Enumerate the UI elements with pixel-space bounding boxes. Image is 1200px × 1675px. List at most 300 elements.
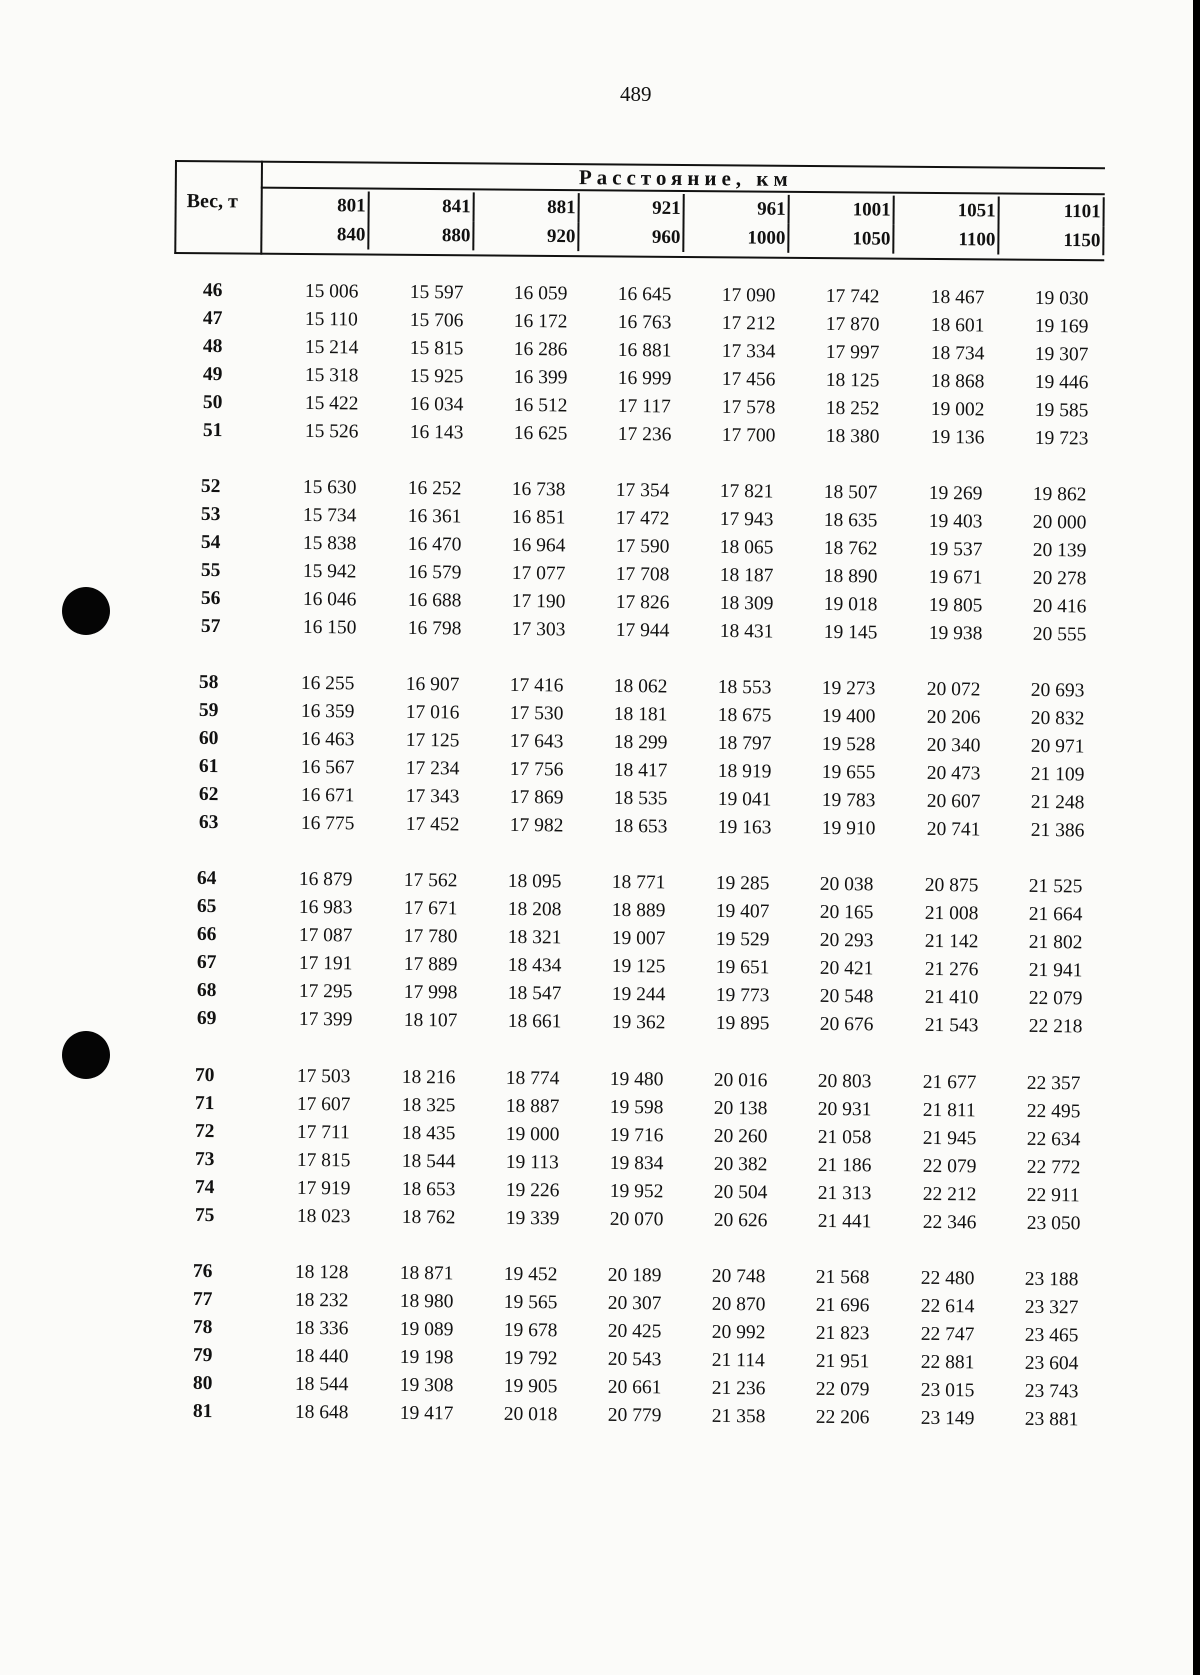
weight-cell: 76: [192, 1260, 213, 1283]
price-cell: 23 881: [1024, 1408, 1079, 1431]
price-cell: 16 738: [511, 478, 566, 501]
range-to: 1100: [894, 225, 999, 255]
price-cell: 19 417: [399, 1402, 454, 1425]
price-cell: 17 416: [509, 674, 564, 697]
price-cell: 16 999: [617, 367, 672, 390]
price-cell: 17 087: [298, 924, 353, 947]
price-cell: 22 346: [922, 1211, 977, 1234]
price-cell: 16 143: [409, 421, 464, 444]
price-cell: 20 260: [713, 1125, 768, 1148]
price-cell: 22 614: [920, 1295, 975, 1318]
price-cell: 18 336: [294, 1317, 349, 1340]
price-cell: 20 016: [713, 1069, 768, 1092]
price-cell: 18 216: [401, 1066, 456, 1089]
price-cell: 16 964: [511, 534, 566, 557]
price-cell: 21 441: [817, 1210, 872, 1233]
price-cell: 19 773: [715, 984, 770, 1007]
price-cell: 21 525: [1028, 875, 1083, 898]
price-cell: 18 653: [613, 815, 668, 838]
price-cell: 20 543: [607, 1348, 662, 1371]
weight-cell: 49: [202, 363, 223, 386]
price-cell: 20 661: [607, 1376, 662, 1399]
weight-cell: 78: [192, 1316, 213, 1339]
price-cell: 19 537: [928, 538, 983, 561]
range-to: 920: [474, 221, 579, 251]
price-cell: 17 815: [296, 1149, 351, 1172]
price-cell: 19 651: [715, 956, 770, 979]
weight-cell: 46: [202, 279, 223, 302]
weight-cell: 53: [200, 503, 221, 526]
weight-cell: 67: [196, 951, 217, 974]
price-cell: 20 626: [713, 1209, 768, 1232]
price-cell: 20 473: [926, 762, 981, 785]
price-cell: 19 834: [609, 1152, 664, 1175]
price-cell: 17 889: [403, 953, 458, 976]
price-cell: 20 693: [1030, 679, 1085, 702]
price-cell: 17 399: [298, 1008, 353, 1031]
price-cell: 20 425: [607, 1320, 662, 1343]
price-cell: 17 530: [509, 702, 564, 725]
weight-cell: 73: [194, 1148, 215, 1171]
price-cell: 19 273: [821, 677, 876, 700]
price-cell: 20 607: [926, 790, 981, 813]
weight-cell: 64: [196, 867, 217, 890]
price-cell: 21 941: [1028, 959, 1083, 982]
price-cell: 18 547: [507, 982, 562, 1005]
weight-cell: 54: [200, 531, 221, 554]
price-cell: 17 190: [511, 590, 566, 613]
price-cell: 19 528: [821, 733, 876, 756]
price-cell: 19 783: [821, 789, 876, 812]
price-cell: 20 421: [819, 957, 874, 980]
price-cell: 19 952: [609, 1180, 664, 1203]
price-cell: 16 470: [407, 533, 462, 556]
price-cell: 19 529: [715, 928, 770, 951]
price-cell: 17 456: [721, 368, 776, 391]
range-column-header: [789, 195, 894, 256]
price-cell: 19 198: [399, 1346, 454, 1369]
price-cell: 23 149: [920, 1407, 975, 1430]
price-cell: 17 607: [296, 1093, 351, 1116]
weight-cell: 63: [198, 811, 219, 834]
price-cell: 18 321: [507, 926, 562, 949]
price-cell: 17 943: [719, 508, 774, 531]
price-cell: 15 734: [302, 504, 357, 527]
price-cell: 19 407: [715, 900, 770, 923]
price-cell: 17 998: [403, 981, 458, 1004]
price-cell: 19 480: [609, 1068, 664, 1091]
price-cell: 22 747: [920, 1323, 975, 1346]
price-cell: 21 568: [815, 1266, 870, 1289]
price-cell: 21 696: [815, 1294, 870, 1317]
weight-cell: 77: [192, 1288, 213, 1311]
price-cell: 20 165: [819, 901, 874, 924]
price-cell: 16 851: [511, 506, 566, 529]
price-cell: 18 128: [294, 1261, 349, 1284]
price-cell: 20 992: [711, 1321, 766, 1344]
price-cell: 18 507: [823, 481, 878, 504]
price-cell: 22 079: [922, 1155, 977, 1178]
weight-cell: 75: [194, 1204, 215, 1227]
price-cell: 15 942: [302, 560, 357, 583]
price-cell: 17 077: [511, 562, 566, 585]
price-cell: 20 072: [926, 678, 981, 701]
price-cell: 17 700: [721, 424, 776, 447]
price-cell: 19 113: [505, 1151, 559, 1174]
price-cell: 18 187: [719, 564, 774, 587]
price-cell: 22 206: [815, 1406, 870, 1429]
price-cell: 18 535: [613, 787, 668, 810]
price-cell: 19 226: [505, 1179, 560, 1202]
price-cell: 17 503: [296, 1065, 351, 1088]
price-cell: 22 079: [1028, 987, 1083, 1010]
price-cell: 17 821: [719, 480, 774, 503]
price-cell: 19 805: [928, 594, 983, 617]
price-cell: 19 308: [399, 1374, 454, 1397]
price-cell: 16 907: [405, 673, 460, 696]
weight-cell: 68: [196, 979, 217, 1002]
price-cell: 20 971: [1030, 735, 1085, 758]
price-cell: 23 465: [1024, 1324, 1079, 1347]
weight-cell: 56: [200, 587, 221, 610]
price-cell: 16 671: [300, 784, 355, 807]
weight-cell: 81: [192, 1400, 213, 1423]
price-cell: 19 862: [1032, 483, 1087, 506]
weight-cell: 47: [202, 307, 223, 330]
price-cell: 20 307: [607, 1292, 662, 1315]
price-cell: 19 089: [399, 1318, 454, 1341]
price-cell: 16 172: [513, 310, 568, 333]
price-cell: 16 463: [300, 728, 355, 751]
price-cell: 20 875: [924, 874, 979, 897]
price-cell: 19 244: [611, 983, 666, 1006]
price-cell: 18 467: [930, 286, 985, 309]
price-cell: 16 512: [513, 394, 568, 417]
price-cell: 16 046: [302, 588, 357, 611]
price-cell: 21 109: [1030, 763, 1085, 786]
price-cell: 15 422: [304, 392, 359, 415]
price-cell: 16 286: [513, 338, 568, 361]
price-cell: 23 188: [1024, 1268, 1079, 1291]
price-cell: 19 000: [505, 1123, 560, 1146]
price-cell: 21 677: [922, 1071, 977, 1094]
price-cell: 19 307: [1034, 343, 1089, 366]
price-cell: 20 018: [503, 1403, 558, 1426]
price-cell: 18 252: [825, 397, 880, 420]
price-cell: 17 452: [405, 813, 460, 836]
price-cell: 22 480: [920, 1267, 975, 1290]
price-cell: 18 919: [717, 760, 772, 783]
price-cell: 17 756: [509, 758, 564, 781]
price-cell: 23 743: [1024, 1380, 1079, 1403]
price-cell: 21 313: [817, 1182, 872, 1205]
price-cell: 19 938: [928, 622, 983, 645]
price-cell: 18 062: [613, 675, 668, 698]
price-cell: 18 675: [717, 704, 772, 727]
price-cell: 21 186: [817, 1154, 872, 1177]
weight-cell: 79: [192, 1344, 213, 1367]
price-cell: 16 983: [298, 896, 353, 919]
price-cell: 19 716: [609, 1124, 664, 1147]
weight-cell: 70: [194, 1064, 215, 1087]
price-cell: 18 797: [717, 732, 772, 755]
weight-cell: 69: [196, 1007, 217, 1030]
price-cell: 18 380: [825, 425, 880, 448]
weight-cell: 61: [198, 755, 219, 778]
weight-cell: 55: [200, 559, 221, 582]
price-cell: 16 879: [298, 868, 353, 891]
price-cell: 15 630: [302, 476, 357, 499]
price-cell: 16 579: [407, 561, 462, 584]
price-cell: 18 871: [399, 1262, 454, 1285]
price-cell: 18 980: [399, 1290, 454, 1313]
price-cell: 20 870: [711, 1293, 766, 1316]
price-cell: 16 150: [302, 616, 357, 639]
price-cell: 20 206: [926, 706, 981, 729]
range-to: 960: [579, 222, 684, 252]
price-cell: 20 803: [817, 1070, 872, 1093]
price-cell: 17 016: [405, 701, 460, 724]
price-cell: 21 386: [1030, 819, 1085, 842]
price-cell: 17 234: [405, 757, 460, 780]
page-number: 489: [620, 82, 652, 106]
price-cell: 15 526: [304, 420, 359, 443]
price-cell: 19 018: [823, 593, 878, 616]
weight-column-header: Вес, т: [186, 190, 238, 213]
price-cell: 16 567: [300, 756, 355, 779]
price-cell: 22 881: [920, 1351, 975, 1374]
price-cell: 17 212: [721, 312, 776, 335]
price-cell: 17 562: [403, 869, 458, 892]
price-cell: 20 038: [819, 873, 874, 896]
price-cell: 22 634: [1026, 1128, 1081, 1151]
price-cell: 15 925: [409, 365, 464, 388]
price-cell: 18 774: [505, 1067, 560, 1090]
price-cell: 18 107: [403, 1009, 458, 1032]
price-cell: 17 343: [405, 785, 460, 808]
price-cell: 19 163: [717, 816, 772, 839]
price-cell: 18 065: [719, 536, 774, 559]
price-cell: 15 110: [304, 308, 358, 331]
price-cell: 18 544: [401, 1150, 456, 1173]
price-cell: 20 416: [1032, 595, 1087, 618]
price-cell: 21 058: [817, 1126, 872, 1149]
price-cell: 17 472: [615, 507, 670, 530]
price-cell: 19 269: [928, 482, 983, 505]
price-cell: 21 142: [924, 930, 979, 953]
price-cell: 17 826: [615, 591, 670, 614]
price-cell: 22 218: [1028, 1015, 1083, 1038]
price-cell: 18 771: [611, 871, 666, 894]
table-header: [174, 160, 1105, 261]
price-cell: 17 090: [721, 284, 776, 307]
price-cell: 17 295: [298, 980, 353, 1003]
price-cell: 17 997: [825, 341, 880, 364]
price-cell: 21 236: [711, 1377, 766, 1400]
price-cell: 21 358: [711, 1405, 766, 1428]
price-cell: 21 114: [711, 1349, 765, 1372]
price-cell: 18 440: [294, 1345, 349, 1368]
weight-cell: 48: [202, 335, 223, 358]
price-cell: 16 059: [513, 282, 568, 305]
price-cell: 17 590: [615, 535, 670, 558]
price-cell: 20 293: [819, 929, 874, 952]
price-cell: 17 671: [403, 897, 458, 920]
range-from: 1001: [790, 195, 895, 225]
price-cell: 18 023: [296, 1205, 351, 1228]
price-cell: 19 655: [821, 761, 876, 784]
price-cell: 18 309: [719, 592, 774, 615]
price-cell: 21 008: [924, 902, 979, 925]
price-cell: 18 762: [401, 1206, 456, 1229]
price-cell: 18 181: [613, 703, 668, 726]
price-cell: 17 117: [617, 395, 671, 418]
price-cell: 20 278: [1032, 567, 1087, 590]
price-cell: 16 688: [407, 589, 462, 612]
price-cell: 19 598: [609, 1096, 664, 1119]
price-cell: 20 000: [1032, 511, 1087, 534]
price-cell: 16 881: [617, 339, 672, 362]
range-column-header: [264, 191, 369, 252]
weight-cell: 65: [196, 895, 217, 918]
price-cell: 22 772: [1026, 1156, 1081, 1179]
price-cell: 17 578: [721, 396, 776, 419]
price-cell: 15 815: [409, 337, 464, 360]
price-cell: 18 544: [294, 1373, 349, 1396]
range-from: 881: [475, 192, 580, 222]
price-cell: 18 890: [823, 565, 878, 588]
price-cell: 18 299: [613, 731, 668, 754]
price-cell: 23 604: [1024, 1352, 1079, 1375]
price-cell: 19 895: [715, 1012, 770, 1035]
price-cell: 22 495: [1026, 1100, 1081, 1123]
price-cell: 20 779: [607, 1404, 662, 1427]
price-cell: 17 780: [403, 925, 458, 948]
price-cell: 20 748: [711, 1265, 766, 1288]
weight-cell: 72: [194, 1120, 215, 1143]
price-cell: 19 910: [821, 817, 876, 840]
price-cell: 19 565: [503, 1291, 558, 1314]
weight-cell: 52: [200, 475, 221, 498]
range-to: 1050: [789, 224, 894, 254]
range-to: 1150: [999, 225, 1104, 255]
price-cell: 18 889: [611, 899, 666, 922]
header-border-left: [174, 160, 177, 254]
price-cell: 19 285: [715, 872, 770, 895]
range-from: 801: [265, 191, 370, 221]
price-cell: 19 671: [928, 566, 983, 589]
weight-cell: 74: [194, 1176, 215, 1199]
price-cell: 17 236: [617, 423, 672, 446]
weight-cell: 58: [198, 671, 219, 694]
header-divider: [260, 161, 263, 255]
price-cell: 22 212: [922, 1183, 977, 1206]
range-column-header: [999, 196, 1104, 257]
price-cell: 18 434: [507, 954, 562, 977]
price-cell: 20 070: [609, 1208, 664, 1231]
price-cell: 18 601: [930, 314, 985, 337]
price-cell: 17 334: [721, 340, 776, 363]
price-cell: 20 931: [817, 1098, 872, 1121]
price-cell: 17 125: [405, 729, 460, 752]
price-cell: 16 034: [409, 393, 464, 416]
weight-cell: 71: [194, 1092, 215, 1115]
price-cell: 21 543: [924, 1014, 979, 1037]
price-cell: 15 318: [304, 364, 359, 387]
range-column-header: [894, 196, 999, 257]
range-to: 880: [369, 221, 474, 251]
price-cell: 19 002: [930, 398, 985, 421]
price-cell: 19 125: [611, 955, 666, 978]
weight-cell: 80: [192, 1372, 213, 1395]
price-cell: 18 095: [507, 870, 562, 893]
price-cell: 21 802: [1028, 931, 1083, 954]
range-from: 921: [580, 193, 685, 223]
weight-cell: 60: [198, 727, 219, 750]
price-cell: 19 678: [503, 1319, 558, 1342]
price-cell: 17 708: [615, 563, 670, 586]
range-to: 840: [264, 220, 369, 250]
price-cell: 19 452: [503, 1263, 558, 1286]
price-cell: 18 553: [717, 676, 772, 699]
price-cell: 16 252: [407, 477, 462, 500]
price-cell: 17 982: [509, 814, 564, 837]
price-cell: 18 762: [823, 537, 878, 560]
price-cell: 18 417: [613, 759, 668, 782]
weight-cell: 62: [198, 783, 219, 806]
price-cell: 17 711: [296, 1121, 350, 1144]
price-cell: 16 798: [407, 617, 462, 640]
price-cell: 18 431: [719, 620, 774, 643]
price-cell: 15 706: [409, 309, 464, 332]
price-cell: 18 232: [294, 1289, 349, 1312]
price-cell: 21 951: [815, 1350, 870, 1373]
price-cell: 17 191: [298, 952, 353, 975]
price-cell: 17 643: [509, 730, 564, 753]
price-cell: 18 648: [294, 1401, 349, 1424]
price-cell: 21 664: [1028, 903, 1083, 926]
price-cell: 23 050: [1026, 1212, 1081, 1235]
price-cell: 20 139: [1032, 539, 1087, 562]
price-cell: 20 504: [713, 1181, 768, 1204]
price-cell: 17 870: [825, 313, 880, 336]
price-cell: 16 775: [300, 812, 355, 835]
weight-cell: 50: [202, 391, 223, 414]
price-cell: 19 007: [611, 927, 666, 950]
price-cell: 19 041: [717, 788, 772, 811]
price-cell: 17 303: [511, 618, 566, 641]
price-cell: 17 354: [615, 479, 670, 502]
range-column-header: [474, 192, 579, 253]
price-cell: 16 399: [513, 366, 568, 389]
price-cell: 21 811: [922, 1099, 976, 1122]
price-cell: 18 208: [507, 898, 562, 921]
price-cell: 18 868: [930, 370, 985, 393]
price-cell: 20 138: [713, 1097, 768, 1120]
price-cell: 15 214: [304, 336, 359, 359]
price-cell: 15 838: [302, 532, 357, 555]
price-cell: 18 635: [823, 509, 878, 532]
range-from: 1101: [1000, 196, 1105, 226]
price-cell: 19 403: [928, 510, 983, 533]
price-cell: 19 446: [1034, 371, 1089, 394]
price-cell: 20 340: [926, 734, 981, 757]
price-cell: 23 327: [1024, 1296, 1079, 1319]
price-cell: 19 905: [503, 1375, 558, 1398]
price-cell: 16 361: [407, 505, 462, 528]
price-cell: 18 734: [930, 342, 985, 365]
price-cell: 21 410: [924, 986, 979, 1009]
